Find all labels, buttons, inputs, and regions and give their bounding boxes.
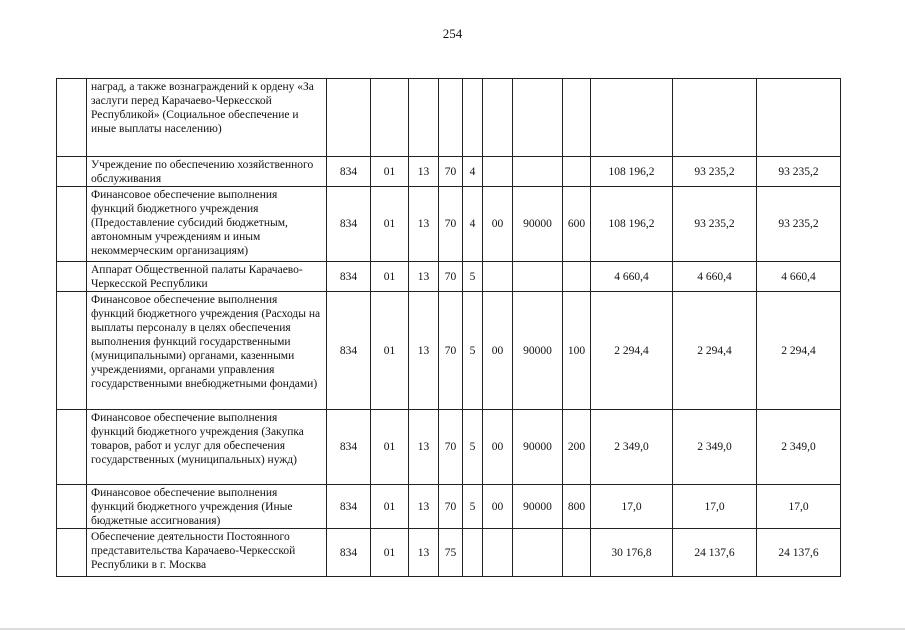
ministry-code-cell: 834 bbox=[327, 187, 371, 262]
amount-year3-cell: 24 137,6 bbox=[757, 529, 841, 577]
subsection-code-cell: 13 bbox=[409, 292, 439, 410]
direction-code-cell bbox=[483, 157, 513, 187]
amount-year3-cell: 4 660,4 bbox=[757, 262, 841, 292]
direction-code-cell bbox=[483, 262, 513, 292]
expense-type-cell bbox=[563, 262, 591, 292]
expense-code-cell: 90000 bbox=[513, 485, 563, 529]
subsection-code-cell: 13 bbox=[409, 485, 439, 529]
row-number-cell bbox=[57, 529, 87, 577]
direction-code-cell: 00 bbox=[483, 485, 513, 529]
program-code-cell: 70 bbox=[439, 187, 463, 262]
ministry-code-cell: 834 bbox=[327, 262, 371, 292]
amount-year1-cell: 30 176,8 bbox=[591, 529, 673, 577]
subsection-code-cell: 13 bbox=[409, 410, 439, 485]
amount-year2-cell: 93 235,2 bbox=[673, 187, 757, 262]
expense-code-cell: 90000 bbox=[513, 410, 563, 485]
amount-year2-cell: 93 235,2 bbox=[673, 157, 757, 187]
program-code-cell: 70 bbox=[439, 157, 463, 187]
expense-type-cell: 800 bbox=[563, 485, 591, 529]
amount-year3-cell: 93 235,2 bbox=[757, 187, 841, 262]
ministry-code-cell: 834 bbox=[327, 157, 371, 187]
section-code-cell: 01 bbox=[371, 485, 409, 529]
item-name-cell: Обеспечение деятельности Постоянного представительства Карачаево-Черкесской Республики в г. Москва bbox=[87, 529, 327, 577]
program-code-cell: 75 bbox=[439, 529, 463, 577]
table-row bbox=[57, 410, 841, 485]
ministry-code-cell: 834 bbox=[327, 485, 371, 529]
amount-year1-cell bbox=[591, 79, 673, 157]
subprogram-code-cell bbox=[463, 529, 483, 577]
ministry-code-cell bbox=[327, 79, 371, 157]
item-name-cell: Финансовое обеспечение выполнения функций бюджетного учреждения (Закупка товаров, работ и услуг для обеспечения государственных (муниципальных) нужд) bbox=[87, 410, 327, 485]
amount-year2-cell bbox=[673, 79, 757, 157]
expense-code-cell: 90000 bbox=[513, 292, 563, 410]
row-number-cell bbox=[57, 157, 87, 187]
subprogram-code-cell: 5 bbox=[463, 262, 483, 292]
expense-type-cell bbox=[563, 157, 591, 187]
item-name-cell: Аппарат Общественной палаты Карачаево-Черкесской Республики bbox=[87, 262, 327, 292]
subsection-code-cell: 13 bbox=[409, 262, 439, 292]
amount-year3-cell bbox=[757, 79, 841, 157]
ministry-code-cell: 834 bbox=[327, 529, 371, 577]
table-row bbox=[57, 187, 841, 262]
subsection-code-cell bbox=[409, 79, 439, 157]
amount-year1-cell: 2 294,4 bbox=[591, 292, 673, 410]
expense-code-cell bbox=[513, 79, 563, 157]
budget-table bbox=[56, 78, 841, 577]
subprogram-code-cell: 4 bbox=[463, 157, 483, 187]
table-row bbox=[57, 157, 841, 187]
amount-year3-cell: 93 235,2 bbox=[757, 157, 841, 187]
subsection-code-cell: 13 bbox=[409, 187, 439, 262]
amount-year2-cell: 2 294,4 bbox=[673, 292, 757, 410]
expense-code-cell bbox=[513, 529, 563, 577]
expense-type-cell: 600 bbox=[563, 187, 591, 262]
program-code-cell: 70 bbox=[439, 262, 463, 292]
page-bottom-edge bbox=[0, 628, 905, 630]
section-code-cell: 01 bbox=[371, 187, 409, 262]
row-number-cell bbox=[57, 262, 87, 292]
ministry-code-cell: 834 bbox=[327, 410, 371, 485]
ministry-code-cell: 834 bbox=[327, 292, 371, 410]
amount-year2-cell: 2 349,0 bbox=[673, 410, 757, 485]
section-code-cell: 01 bbox=[371, 157, 409, 187]
program-code-cell: 70 bbox=[439, 292, 463, 410]
subprogram-code-cell: 5 bbox=[463, 485, 483, 529]
row-number-cell bbox=[57, 485, 87, 529]
expense-type-cell bbox=[563, 79, 591, 157]
item-name-cell: Финансовое обеспечение выполнения функций бюджетного учреждения (Иные бюджетные ассигнования) bbox=[87, 485, 327, 529]
section-code-cell bbox=[371, 79, 409, 157]
row-number-cell bbox=[57, 292, 87, 410]
direction-code-cell bbox=[483, 529, 513, 577]
amount-year1-cell: 2 349,0 bbox=[591, 410, 673, 485]
item-name-cell: Финансовое обеспечение выполнения функций бюджетного учреждения (Предоставление субсидий бюджетным, автономным учреждениям и иным некоммерческим организациям) bbox=[87, 187, 327, 262]
table-row bbox=[57, 485, 841, 529]
subsection-code-cell: 13 bbox=[409, 529, 439, 577]
expense-type-cell: 200 bbox=[563, 410, 591, 485]
amount-year1-cell: 17,0 bbox=[591, 485, 673, 529]
expense-type-cell: 100 bbox=[563, 292, 591, 410]
amount-year3-cell: 2 294,4 bbox=[757, 292, 841, 410]
amount-year1-cell: 108 196,2 bbox=[591, 187, 673, 262]
row-number-cell bbox=[57, 410, 87, 485]
direction-code-cell: 00 bbox=[483, 410, 513, 485]
amount-year3-cell: 17,0 bbox=[757, 485, 841, 529]
row-number-cell bbox=[57, 79, 87, 157]
amount-year1-cell: 108 196,2 bbox=[591, 157, 673, 187]
expense-code-cell: 90000 bbox=[513, 187, 563, 262]
expense-code-cell bbox=[513, 157, 563, 187]
item-name-cell: Учреждение по обеспечению хозяйственного обслуживания bbox=[87, 157, 327, 187]
amount-year2-cell: 24 137,6 bbox=[673, 529, 757, 577]
item-name-cell: Финансовое обеспечение выполнения функций бюджетного учреждения (Расходы на выплаты персоналу в целях обеспечения выполнения функций государственными (муниципальными) органами, казенными учреждениями, органами управления государственными внебюджетными фондами) bbox=[87, 292, 327, 410]
direction-code-cell bbox=[483, 79, 513, 157]
amount-year3-cell: 2 349,0 bbox=[757, 410, 841, 485]
subprogram-code-cell bbox=[463, 79, 483, 157]
amount-year2-cell: 17,0 bbox=[673, 485, 757, 529]
table-row bbox=[57, 262, 841, 292]
expense-code-cell bbox=[513, 262, 563, 292]
table-row bbox=[57, 529, 841, 577]
row-number-cell bbox=[57, 187, 87, 262]
amount-year2-cell: 4 660,4 bbox=[673, 262, 757, 292]
subprogram-code-cell: 5 bbox=[463, 292, 483, 410]
page-number: 254 bbox=[442, 26, 463, 41]
subsection-code-cell: 13 bbox=[409, 157, 439, 187]
amount-year1-cell: 4 660,4 bbox=[591, 262, 673, 292]
table-row bbox=[57, 292, 841, 410]
section-code-cell: 01 bbox=[371, 292, 409, 410]
item-name-cell: наград, а также вознаграждений к ордену «За заслуги перед Карачаево-Черкесской Республикой» (Социальное обеспечение и иные выплаты населению) bbox=[87, 79, 327, 157]
subprogram-code-cell: 4 bbox=[463, 187, 483, 262]
direction-code-cell: 00 bbox=[483, 292, 513, 410]
expense-type-cell bbox=[563, 529, 591, 577]
section-code-cell: 01 bbox=[371, 529, 409, 577]
section-code-cell: 01 bbox=[371, 410, 409, 485]
program-code-cell: 70 bbox=[439, 485, 463, 529]
table-row bbox=[57, 79, 841, 157]
program-code-cell bbox=[439, 79, 463, 157]
direction-code-cell: 00 bbox=[483, 187, 513, 262]
program-code-cell: 70 bbox=[439, 410, 463, 485]
subprogram-code-cell: 5 bbox=[463, 410, 483, 485]
section-code-cell: 01 bbox=[371, 262, 409, 292]
